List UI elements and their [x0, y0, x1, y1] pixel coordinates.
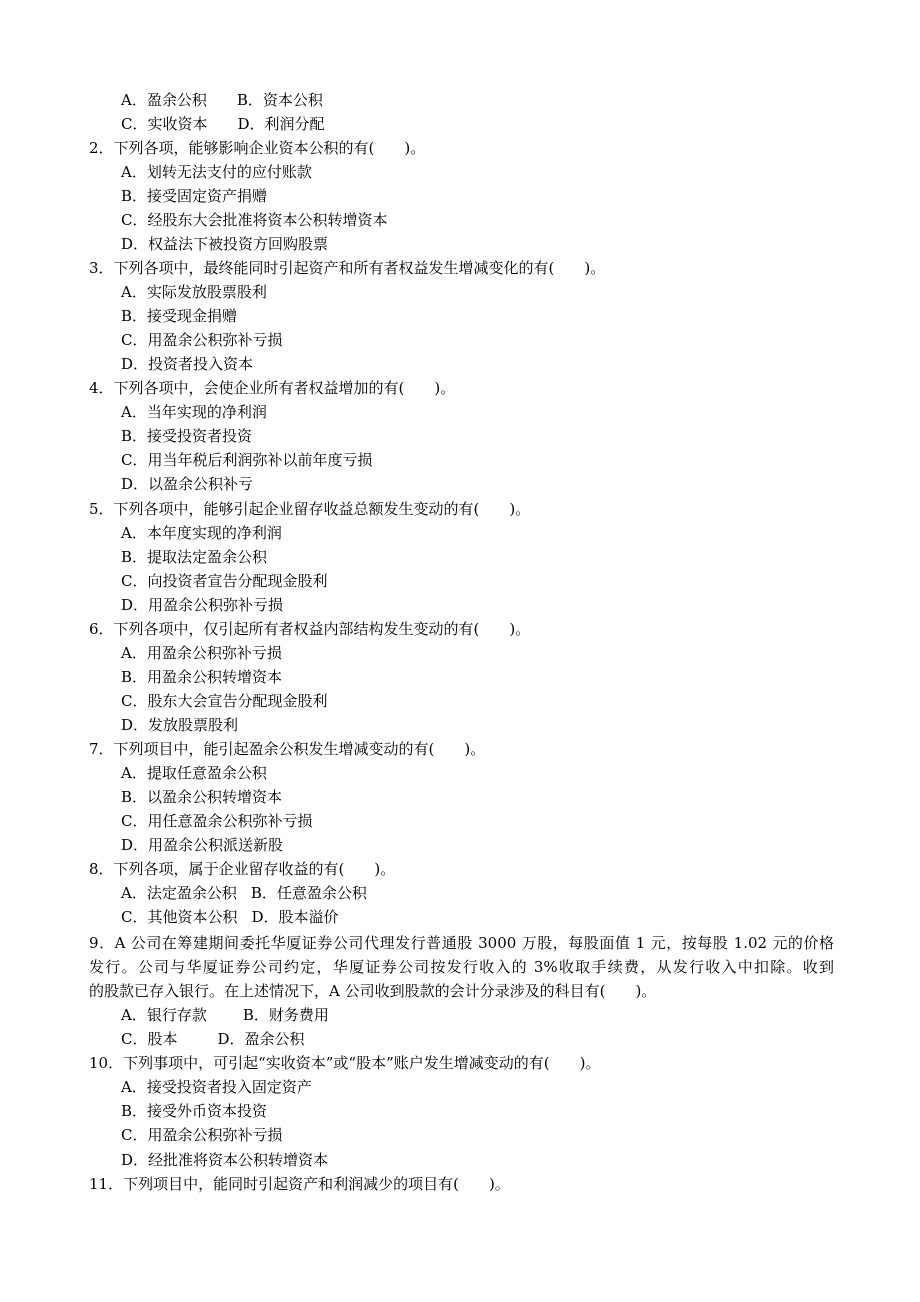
- question-stem: 11．下列项目中，能同时引起资产和利润减少的项目有( )。: [89, 1175, 510, 1193]
- option-a: A．银行存款: [121, 1006, 207, 1024]
- question-stem-line: 9．A 公司在筹建期间委托华厦证券公司代理发行普通股 3000 万股，每股面值 1 元，按每股 1.02 元的价格: [89, 934, 834, 952]
- option-c: C．股东大会宣告分配现金股利: [121, 692, 328, 710]
- option-row: [121, 1004, 329, 1026]
- option-a: A．法定盈余公积: [121, 884, 237, 902]
- option-c: C．用任意盈余公积弥补亏损: [121, 812, 313, 830]
- option-d: D．用盈余公积弥补亏损: [121, 596, 284, 614]
- option-c: C．用盈余公积弥补亏损: [121, 331, 283, 349]
- option-c: C．向投资者宣告分配现金股利: [121, 572, 328, 590]
- question-stem-line: 的股款已存入银行。在上述情况下，A 公司收到股款的会计分录涉及的科目有( )。: [89, 982, 657, 1000]
- question-stem: 5．下列各项中，能够引起企业留存收益总额发生变动的有( )。: [89, 500, 531, 518]
- question-stem: 4．下列各项中，会使企业所有者权益增加的有( )。: [89, 379, 456, 397]
- option-b: B．接受固定资产捐赠: [121, 187, 268, 205]
- option-a: A．提取任意盈余公积: [121, 764, 267, 782]
- option-d: D．以盈余公积补亏: [121, 475, 254, 493]
- option-b: B．用盈余公积转增资本: [121, 668, 283, 686]
- option-a: A．当年实现的净利润: [121, 403, 267, 421]
- option-row: [121, 1028, 305, 1050]
- option-a: A．实际发放股票股利: [121, 283, 267, 301]
- option-a: A．用盈余公积弥补亏损: [121, 644, 282, 662]
- option-c: C．用盈余公积弥补亏损: [121, 1126, 283, 1144]
- option-d: D．利润分配: [237, 115, 325, 133]
- option-d: D．股本溢价: [251, 908, 339, 926]
- option-row: [121, 906, 339, 928]
- option-d: D．盈余公积: [217, 1030, 305, 1048]
- option-d: D．用盈余公积派送新股: [121, 836, 284, 854]
- option-b: B．接受投资者投资: [121, 427, 253, 445]
- option-b: B．资本公积: [236, 91, 323, 109]
- option-row: [121, 89, 323, 111]
- option-c: C．实收资本: [121, 115, 208, 133]
- question-stem: 6．下列各项中，仅引起所有者权益内部结构发生变动的有( )。: [89, 620, 531, 638]
- option-c: C．用当年税后利润弥补以前年度亏损: [121, 451, 373, 469]
- option-c: C．经股东大会批准将资本公积转增资本: [121, 211, 388, 229]
- option-a: A．本年度实现的净利润: [121, 524, 282, 542]
- option-row: [121, 113, 325, 135]
- option-d: D．权益法下被投资方回购股票: [121, 235, 329, 253]
- question-stem: 7．下列项目中，能引起盈余公积发生增减变动的有( )。: [89, 740, 486, 758]
- option-b: B．提取法定盈余公积: [121, 548, 268, 566]
- option-b: B．任意盈余公积: [250, 884, 367, 902]
- option-a: A．接受投资者投入固定资产: [121, 1078, 312, 1096]
- option-d: D．发放股票股利: [121, 716, 239, 734]
- option-b: B．以盈余公积转增资本: [121, 788, 283, 806]
- option-d: D．投资者投入资本: [121, 355, 254, 373]
- option-row: [121, 882, 367, 904]
- option-d: D．经批准将资本公积转增资本: [121, 1151, 329, 1169]
- option-a: A．划转无法支付的应付账款: [121, 163, 312, 181]
- question-stem: 3．下列各项中，最终能同时引起资产和所有者权益发生增减变化的有( )。: [89, 259, 606, 277]
- option-b: B．接受外币资本投资: [121, 1102, 268, 1120]
- question-stem-line: 发行。公司与华厦证券公司约定，华厦证券公司按发行收入的 3%收取手续费，从发行收入中扣除。收到: [89, 958, 834, 976]
- option-b: B．接受现金捐赠: [121, 307, 238, 325]
- question-stem: 2．下列各项，能够影响企业资本公积的有( )。: [89, 139, 426, 157]
- option-c: C．其他资本公积: [121, 908, 238, 926]
- option-b: B．财务费用: [242, 1006, 329, 1024]
- question-stem: 10．下列事项中，可引起“实收资本”或“股本”账户发生增减变动的有( )。: [89, 1054, 601, 1072]
- option-a: A．盈余公积: [121, 91, 207, 109]
- option-c: C．股本: [121, 1030, 178, 1048]
- question-stem: 8．下列各项，属于企业留存收益的有( )。: [89, 860, 396, 878]
